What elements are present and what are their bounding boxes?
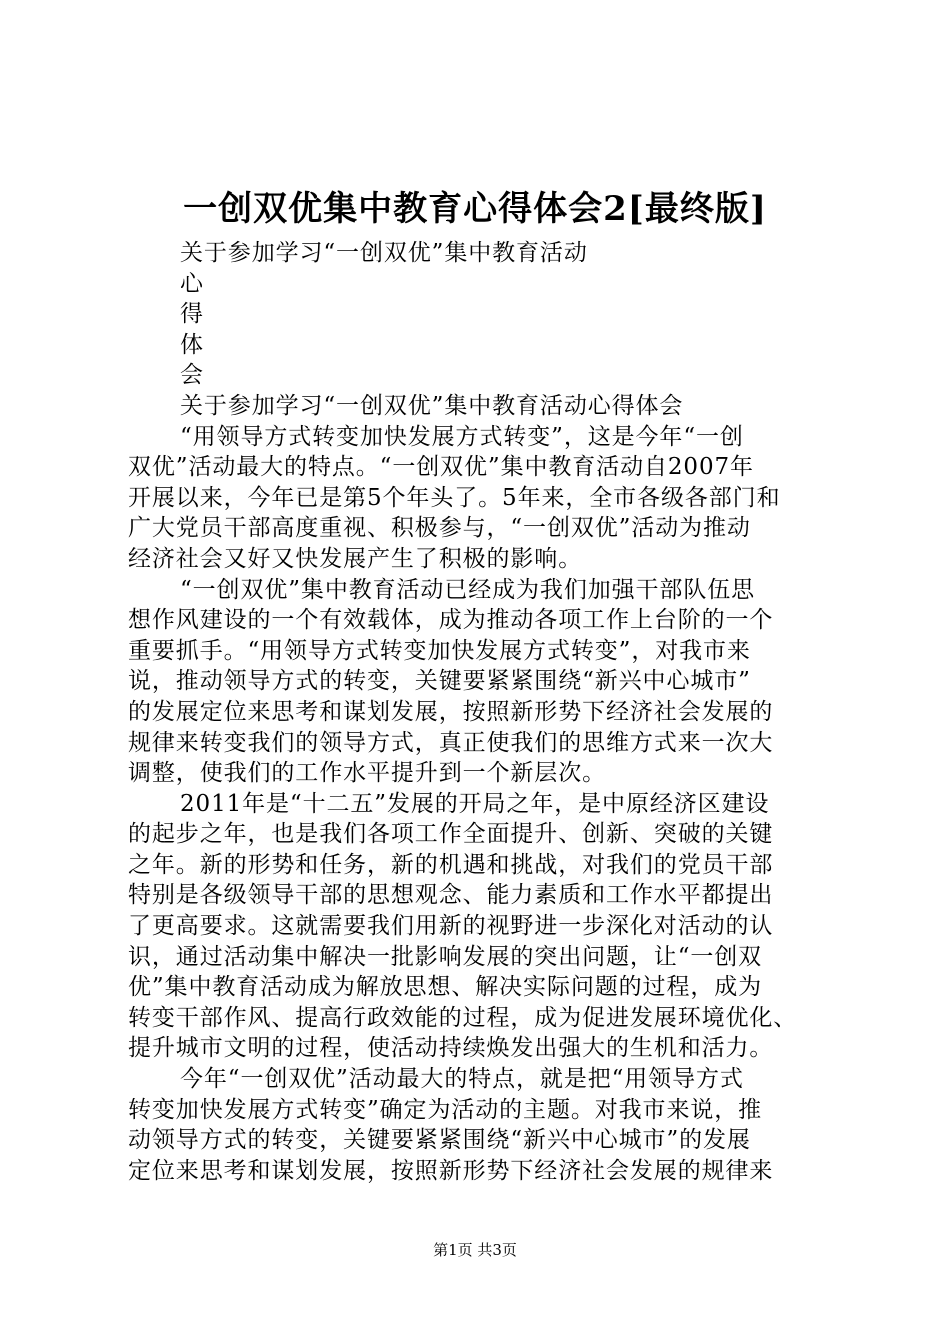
vertical-char-line: 得 xyxy=(180,301,204,328)
paragraph-line: 的发展定位来思考和谋划发展，按照新形势下经济社会发展的 xyxy=(128,698,774,725)
paragraph-line: 的起步之年，也是我们各项工作全面提升、创新、突破的关键 xyxy=(128,821,774,848)
document-body xyxy=(128,238,828,1186)
paragraph-line: 识，通过活动集中解决一批影响发展的突出问题，让“一创双 xyxy=(128,943,763,970)
paragraph-line: 想作风建设的一个有效载体，成为推动各项工作上台阶的一个 xyxy=(128,607,774,634)
paragraph-line: 优”集中教育活动成为解放思想、解决实际问题的过程，成为 xyxy=(128,974,763,1001)
vertical-char-line: 体 xyxy=(180,331,204,358)
paragraph-line: 提升城市文明的过程，使活动持续焕发出强大的生机和活力。 xyxy=(128,1035,774,1062)
paragraph-line: “一创双优”集中教育活动已经成为我们加强干部队伍思 xyxy=(180,576,756,603)
paragraph-line: 转变干部作风、提高行政效能的过程，成为促进发展环境优化、 xyxy=(128,1004,798,1031)
paragraph-line: 双优”活动最大的特点。“一创双优”集中教育活动自2007年 xyxy=(128,454,754,481)
paragraph-line: 特别是各级领导干部的思想观念、能力素质和工作水平都提出 xyxy=(128,882,774,909)
paragraph-line: 规律来转变我们的领导方式，真正使我们的思维方式来一次大 xyxy=(128,729,774,756)
paragraph-line: 经济社会又好又快发展产生了积极的影响。 xyxy=(128,545,583,572)
paragraph-line: 说，推动领导方式的转变，关键要紧紧围绕“新兴中心城市” xyxy=(128,668,751,695)
paragraph-line: 2011年是“十二五”发展的开局之年，是中原经济区建设 xyxy=(180,790,770,817)
paragraph-line: 广大党员干部高度重视、积极参与，“一创双优”活动为推动 xyxy=(128,515,751,542)
vertical-char-line: 心 xyxy=(180,270,204,297)
paragraph-line: 动领导方式的转变，关键要紧紧围绕“新兴中心城市”的发展 xyxy=(128,1127,751,1154)
paragraph-line: “用领导方式转变加快发展方式转变”，这是今年“一创 xyxy=(180,423,744,450)
subtitle-line: 关于参加学习“一创双优”集中教育活动 xyxy=(180,240,588,266)
page-footer: 第1页 共3页 xyxy=(433,1241,517,1259)
document-title: 一创双优集中教育心得体会2[最终版] xyxy=(183,189,767,229)
paragraph-line: 转变加快发展方式转变”确定为活动的主题。对我市来说，推 xyxy=(128,1096,763,1123)
paragraph-line: 今年“一创双优”活动最大的特点，就是把“用领导方式 xyxy=(180,1066,744,1093)
heading-line: 关于参加学习“一创双优”集中教育活动心得体会 xyxy=(180,392,684,419)
vertical-char-line: 会 xyxy=(180,362,204,389)
paragraph-line: 调整，使我们的工作水平提升到一个新层次。 xyxy=(128,760,606,787)
paragraph-line: 了更高要求。这就需要我们用新的视野进一步深化对活动的认 xyxy=(128,913,774,940)
paragraph-line: 定位来思考和谋划发展，按照新形势下经济社会发展的规律来 xyxy=(128,1157,774,1184)
paragraph-line: 开展以来，今年已是第5个年头了。5年来，全市各级各部门和 xyxy=(128,484,781,511)
paragraph-line: 之年。新的形势和任务，新的机遇和挑战，对我们的党员干部 xyxy=(128,851,774,878)
paragraph-line: 重要抓手。“用领导方式转变加快发展方式转变”，对我市来 xyxy=(128,637,751,664)
